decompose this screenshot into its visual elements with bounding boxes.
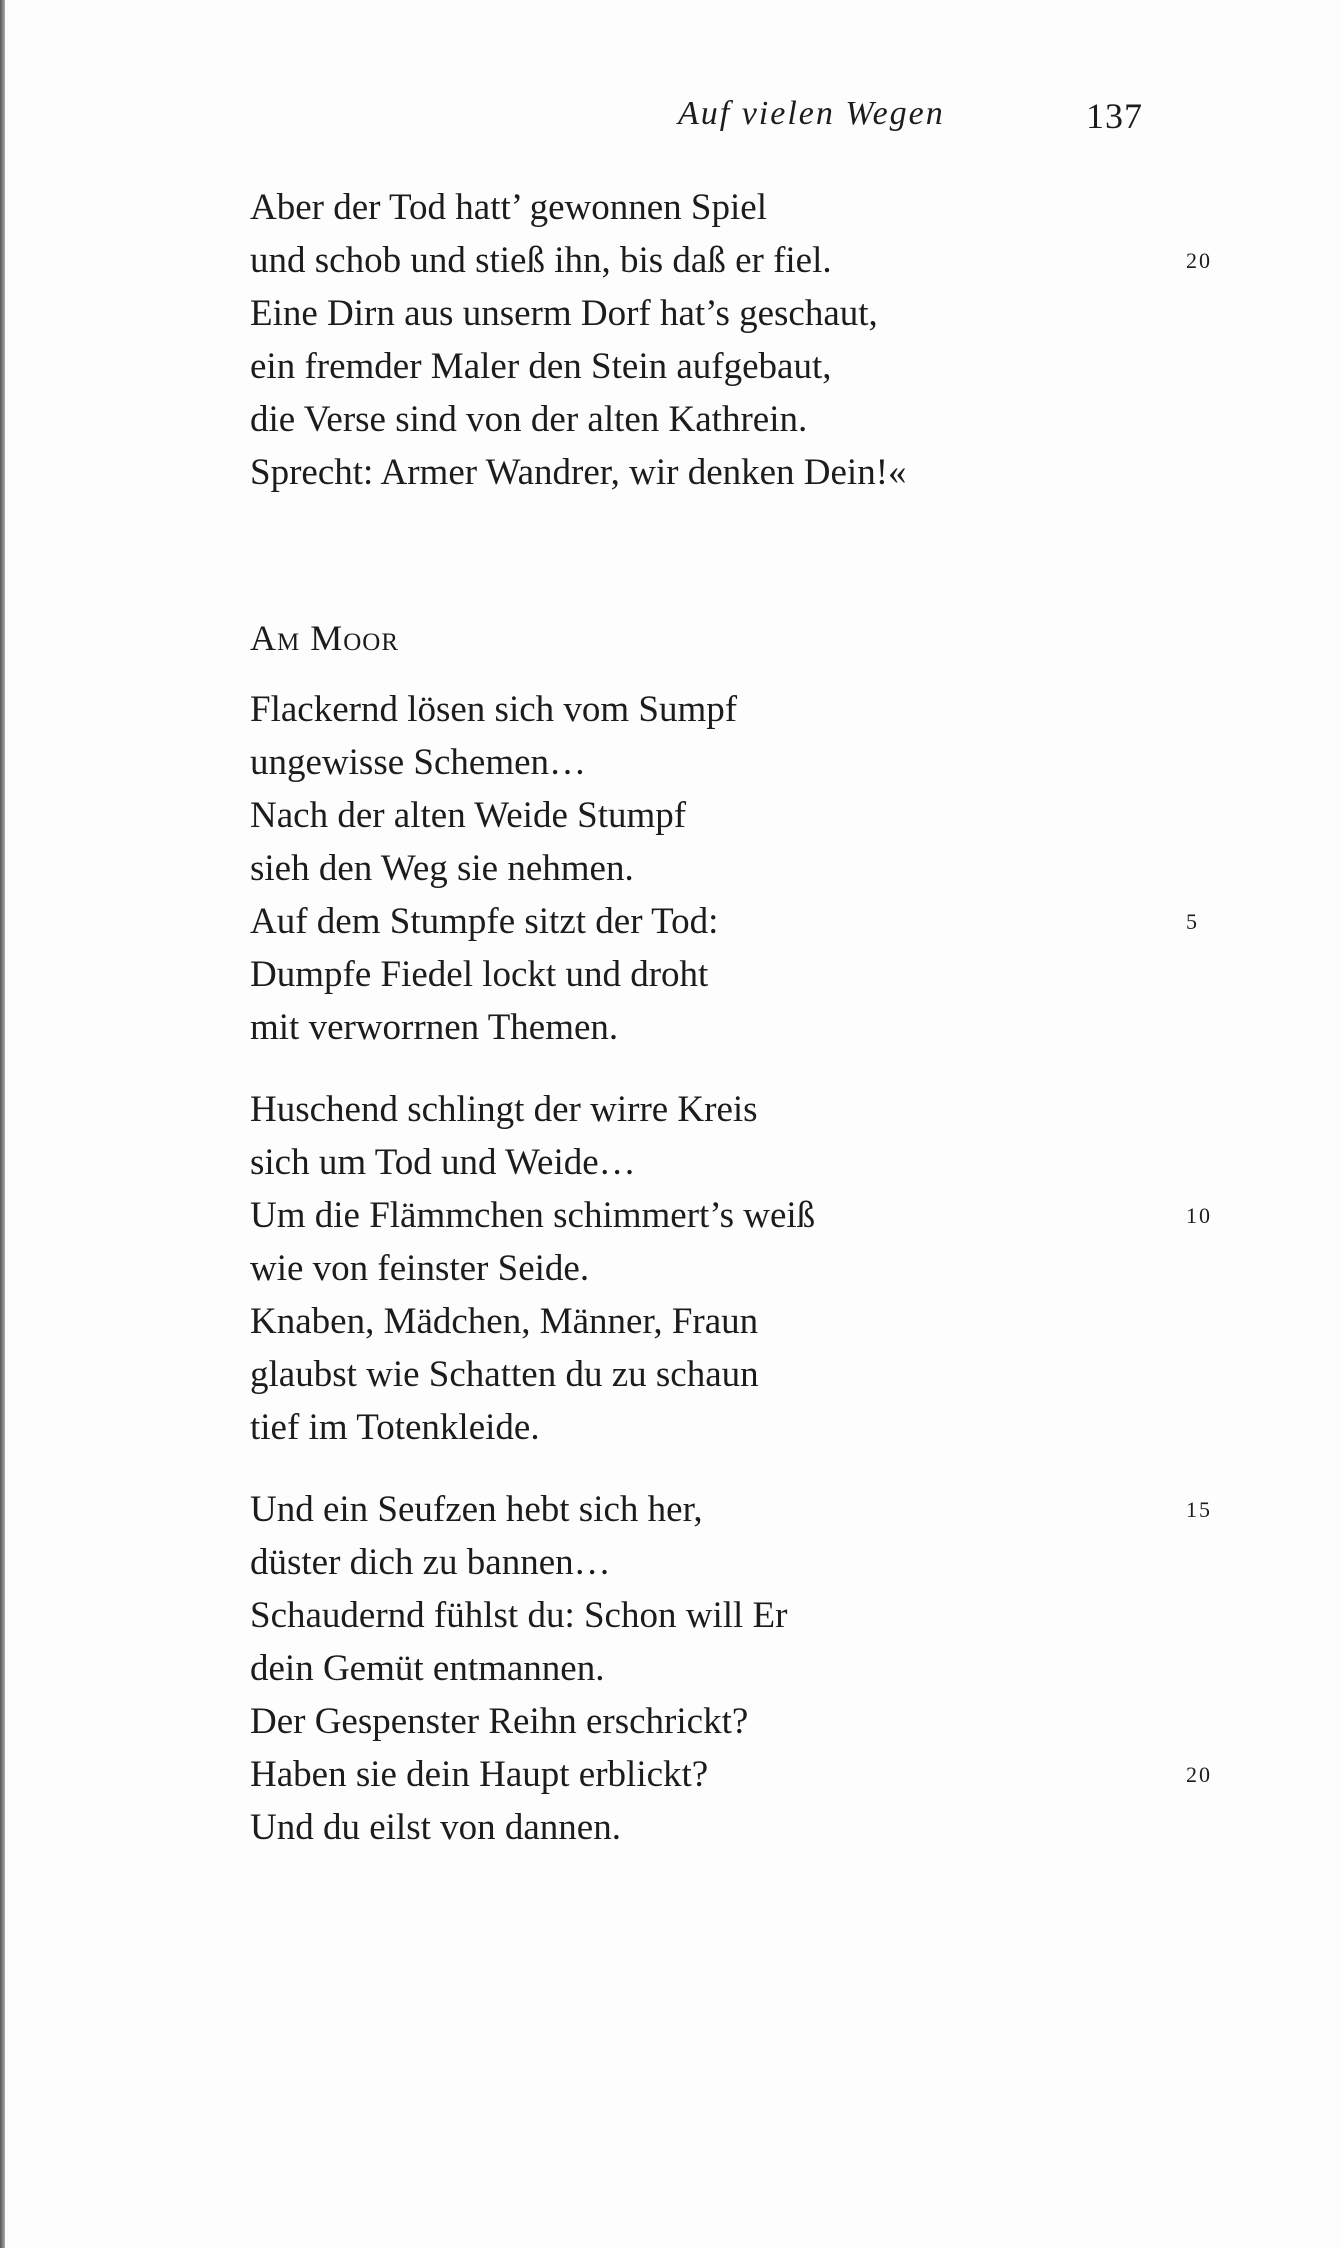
page-number: 137 [1086, 96, 1143, 136]
verse-line [250, 181, 1250, 234]
verse-line [250, 789, 1250, 842]
verse-text: Nach der alten Weide Stumpf [250, 795, 687, 836]
verse-line [250, 393, 1250, 446]
line-number: 20 [1186, 1762, 1212, 1787]
verse-text: tief im Totenkleide. [250, 1407, 540, 1448]
verse-text: wie von feinster Seide. [250, 1248, 590, 1289]
verse-text: düster dich zu bannen… [250, 1542, 611, 1583]
poem-title: Am Moor [250, 618, 400, 658]
verse-text: Aber der Tod hatt’ gewonnen Spiel [250, 187, 767, 228]
page-edge-shadow [0, 0, 5, 2248]
verse-line [250, 683, 1250, 736]
verse-text: ungewisse Schemen… [250, 742, 587, 783]
verse-line [250, 842, 1250, 895]
verse-text: Dumpfe Fiedel lockt und droht [250, 954, 709, 995]
verse-line [250, 340, 1250, 393]
verse-line [250, 1136, 1250, 1189]
verse-line [250, 1189, 1250, 1242]
verse-line [250, 446, 1250, 499]
verse-text: Um die Flämmchen schimmert’s weiß [250, 1195, 816, 1236]
verse-line [250, 1083, 1250, 1136]
verse-line [250, 1642, 1250, 1695]
verse-text: Und ein Seufzen hebt sich her, [250, 1489, 703, 1530]
verse-text: die Verse sind von der alten Kathrein. [250, 399, 808, 440]
verse-text: und schob und stieß ihn, bis daß er fiel. [250, 240, 832, 281]
previous-poem-ending [250, 181, 1250, 499]
verse-line [250, 1695, 1250, 1748]
verse-text: Flackernd lösen sich vom Sumpf [250, 689, 738, 730]
stanza [250, 683, 1250, 1054]
line-number: 5 [1186, 909, 1199, 934]
verse-line [250, 1401, 1250, 1454]
verse-text: Huschend schlingt der wirre Kreis [250, 1089, 758, 1130]
verse-line [250, 1242, 1250, 1295]
verse-text: Und du eilst von dannen. [250, 1807, 621, 1848]
verse-line [250, 287, 1250, 340]
verse-text: sich um Tod und Weide… [250, 1142, 636, 1183]
verse-text: glaubst wie Schatten du zu schaun [250, 1354, 759, 1395]
verse-line [250, 1348, 1250, 1401]
verse-text: Eine Dirn aus unserm Dorf hat’s geschaut, [250, 293, 878, 334]
verse-text: Knaben, Mädchen, Männer, Fraun [250, 1301, 759, 1342]
line-number: 15 [1186, 1497, 1212, 1522]
verse-line [250, 1001, 1250, 1054]
verse-text: dein Gemüt entmannen. [250, 1648, 605, 1689]
verse-text: sieh den Weg sie nehmen. [250, 848, 634, 889]
verse-text: Sprecht: Armer Wandrer, wir denken Dein!« [250, 452, 907, 493]
verse-line [250, 234, 1250, 287]
verse-line [250, 1801, 1250, 1854]
verse-text: mit verworrnen Themen. [250, 1007, 619, 1048]
verse-line [250, 948, 1250, 1001]
verse-line [250, 895, 1250, 948]
verse-line [250, 1748, 1250, 1801]
verse-line [250, 1589, 1250, 1642]
verse-text: Der Gespenster Reihn erschrickt? [250, 1701, 749, 1742]
verse-text: Auf dem Stumpfe sitzt der Tod: [250, 901, 719, 942]
line-number: 20 [1186, 248, 1212, 273]
verse-line [250, 1483, 1250, 1536]
running-title: Auf vielen Wegen [678, 95, 945, 132]
poem-body [250, 683, 1250, 1854]
verse-text: ein fremder Maler den Stein aufgebaut, [250, 346, 832, 387]
stanza [250, 1483, 1250, 1854]
verse-line [250, 1536, 1250, 1589]
verse-line [250, 736, 1250, 789]
line-number: 10 [1186, 1203, 1212, 1228]
stanza [250, 1083, 1250, 1454]
verse-text: Haben sie dein Haupt erblickt? [250, 1754, 709, 1795]
verse-line [250, 1295, 1250, 1348]
verse-text: Schaudernd fühlst du: Schon will Er [250, 1595, 788, 1636]
